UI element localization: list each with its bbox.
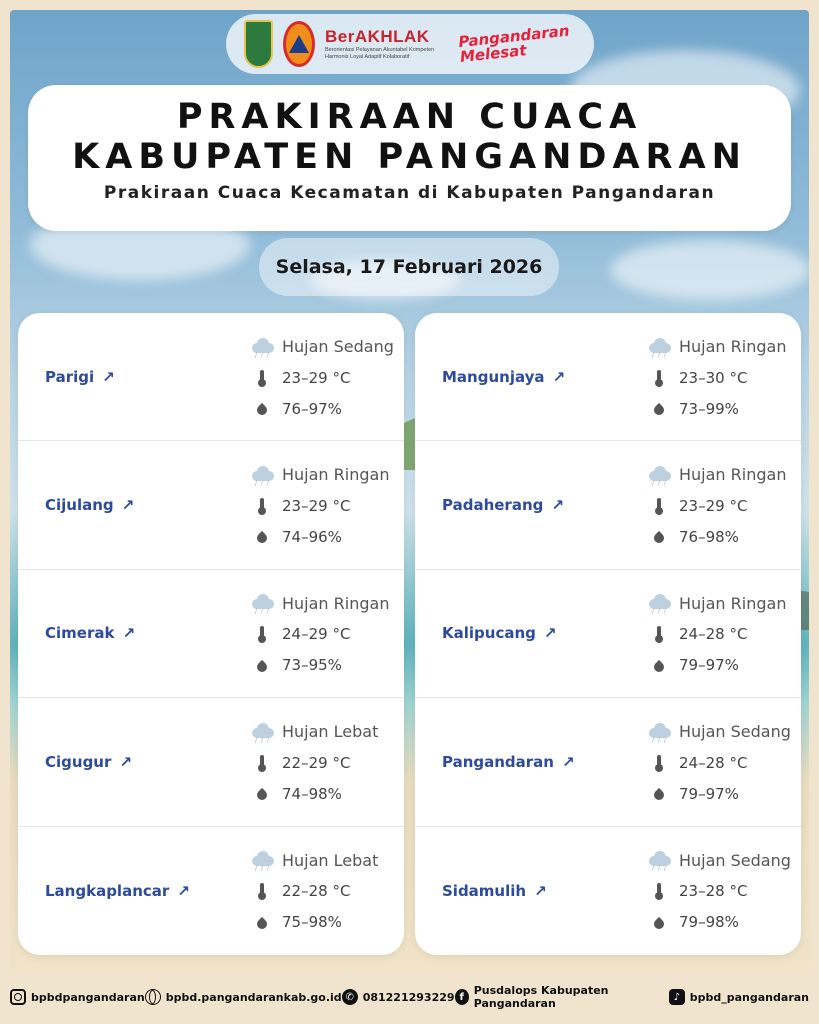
condition-text: Hujan Ringan <box>679 337 787 356</box>
location-name: Langkaplancar <box>45 881 170 900</box>
water-drop-icon <box>652 403 666 417</box>
forecast-info <box>248 331 404 424</box>
condition-text: Hujan Lebat <box>282 850 379 870</box>
temperature-text: 24–29 °C <box>282 625 351 644</box>
forecast-panel-left <box>18 313 404 955</box>
temperature-text: 23–29 °C <box>282 496 351 515</box>
forecast-row <box>18 570 404 698</box>
rain-cloud-icon: / / / <box>646 465 672 485</box>
humidity-text: 73–99% <box>679 399 739 418</box>
location-link[interactable] <box>45 753 132 771</box>
water-drop-icon <box>255 531 269 545</box>
temperature-line <box>645 876 801 907</box>
location-link[interactable] <box>45 368 115 386</box>
location-link[interactable] <box>442 624 556 642</box>
forecast-info <box>645 588 801 681</box>
humidity-line <box>645 778 801 809</box>
location-name: Sidamulih <box>442 881 527 900</box>
temperature-line <box>645 362 801 393</box>
temperature-line <box>248 490 404 521</box>
humidity-text: 79–97% <box>679 784 739 803</box>
forecast-info <box>645 331 801 424</box>
forecast-row <box>415 313 801 441</box>
rain-cloud-icon: / / / <box>249 593 275 613</box>
location-name: Parigi <box>45 367 95 386</box>
arrow-up-right-icon: ↗ <box>177 881 190 900</box>
water-drop-icon <box>255 403 269 417</box>
bpbd-logo <box>283 21 314 67</box>
thermometer-icon <box>258 883 266 899</box>
tiktok-handle: bpbd_pangandaran <box>689 990 809 1004</box>
condition-line <box>645 716 801 747</box>
arrow-up-right-icon: ↗ <box>121 496 135 515</box>
logo-bar <box>226 14 594 74</box>
arrow-up-right-icon: ↗ <box>551 496 564 515</box>
humidity-line <box>248 521 404 552</box>
condition-line <box>248 459 404 490</box>
thermometer-icon <box>258 498 266 514</box>
footer-tiktok[interactable] <box>669 989 809 1005</box>
footer-facebook[interactable] <box>455 984 669 1010</box>
humidity-text: 73–95% <box>282 656 342 675</box>
humidity-text: 79–98% <box>679 913 739 932</box>
humidity-line <box>248 778 404 809</box>
rain-cloud-icon: / / / <box>646 722 672 742</box>
temperature-line <box>645 619 801 650</box>
temperature-text: 22–28 °C <box>282 882 351 901</box>
forecast-row <box>18 313 404 441</box>
humidity-line <box>248 907 404 938</box>
forecast-row <box>415 698 801 826</box>
thermometer-icon <box>258 370 266 386</box>
condition-line <box>248 588 404 619</box>
pangandaran-melesat-logo: Pangandaran Melesat <box>457 21 571 67</box>
condition-line <box>645 845 801 876</box>
water-drop-icon <box>652 916 666 930</box>
humidity-line <box>645 907 801 938</box>
berakhlak-tagline: Berorientasi Pelayanan Akuntabel Kompeten Harmonis Loyal Adaptif Kolaboratif <box>324 47 435 60</box>
water-drop-icon <box>255 916 269 930</box>
temperature-line <box>248 362 404 393</box>
forecast-info <box>248 459 404 552</box>
rain-cloud-icon: / / / <box>249 850 275 870</box>
temperature-line <box>248 747 404 778</box>
forecast-date: Selasa, 17 Februari 2026 <box>259 238 559 296</box>
facebook-icon: f <box>455 989 469 1005</box>
temperature-text: 23–29 °C <box>679 496 748 515</box>
arrow-up-right-icon: ↗ <box>562 752 575 771</box>
forecast-info <box>645 845 801 938</box>
location-name: Mangunjaya <box>442 367 545 386</box>
humidity-line <box>645 393 801 424</box>
arrow-up-right-icon: ↗ <box>122 624 136 643</box>
location-link[interactable] <box>442 368 565 386</box>
location-name: Cigugur <box>45 752 112 771</box>
footer-whatsapp[interactable] <box>342 989 455 1005</box>
condition-line <box>645 331 801 362</box>
condition-text: Hujan Sedang <box>679 722 791 742</box>
location-name: Cijulang <box>45 496 114 515</box>
location-link[interactable] <box>45 882 190 900</box>
pangandaran-regency-logo <box>244 20 273 68</box>
condition-text: Hujan Ringan <box>679 593 787 613</box>
location-link[interactable] <box>442 496 564 514</box>
location-name: Padaherang <box>442 496 544 515</box>
humidity-text: 76–98% <box>679 527 739 546</box>
temperature-text: 22–29 °C <box>282 753 351 772</box>
condition-line <box>645 588 801 619</box>
water-drop-icon <box>255 788 269 802</box>
temperature-line <box>645 747 801 778</box>
arrow-up-right-icon: ↗ <box>534 881 547 900</box>
forecast-info <box>248 845 404 938</box>
temperature-text: 24–28 °C <box>679 625 748 644</box>
instagram-icon <box>10 989 26 1005</box>
thermometer-icon <box>655 755 663 771</box>
arrow-up-right-icon: ↗ <box>102 367 115 386</box>
condition-line <box>248 331 404 362</box>
condition-text: Hujan Lebat <box>282 722 379 742</box>
rain-cloud-icon: / / / <box>249 722 275 742</box>
forecast-row <box>415 570 801 698</box>
rain-cloud-icon: / / / <box>646 593 672 613</box>
thermometer-icon <box>655 498 663 514</box>
humidity-line <box>645 650 801 681</box>
facebook-page: Pusdalops Kabupaten Pangandaran <box>473 984 609 1010</box>
forecast-row <box>415 827 801 955</box>
rain-cloud-icon: / / / <box>249 465 275 485</box>
thermometer-icon <box>655 626 663 642</box>
website-url: bpbd.pangandarankab.go.id <box>165 990 342 1004</box>
humidity-text: 76–97% <box>282 399 342 418</box>
temperature-line <box>645 490 801 521</box>
forecast-row <box>415 441 801 569</box>
location-link[interactable] <box>442 753 575 771</box>
arrow-up-right-icon: ↗ <box>552 367 566 386</box>
temperature-text: 24–28 °C <box>679 753 748 772</box>
condition-text: Hujan Sedang <box>282 337 394 356</box>
humidity-text: 75–98% <box>282 913 342 932</box>
location-name: Kalipucang <box>442 624 536 643</box>
thermometer-icon <box>655 370 663 386</box>
page-subtitle: Prakiraan Cuaca Kecamatan di Kabupaten Pangandaran <box>103 183 716 203</box>
arrow-up-right-icon: ↗ <box>119 752 132 771</box>
forecast-info <box>645 716 801 809</box>
arrow-up-right-icon: ↗ <box>543 624 557 643</box>
humidity-text: 79–97% <box>679 656 739 675</box>
condition-text: Hujan Sedang <box>679 850 791 870</box>
temperature-text: 23–30 °C <box>679 368 748 387</box>
location-link[interactable] <box>45 624 135 642</box>
location-link[interactable] <box>442 882 547 900</box>
condition-line <box>645 459 801 490</box>
water-drop-icon <box>255 660 269 674</box>
page-title-line2: KABUPATEN PANGANDARAN <box>72 137 747 177</box>
water-drop-icon <box>652 531 666 545</box>
instagram-handle: bpbdpangandaran <box>31 990 145 1004</box>
rain-cloud-icon: / / / <box>646 850 672 870</box>
page-title-line1: PRAKIRAAN CUACA <box>176 97 643 137</box>
thermometer-icon <box>655 883 663 899</box>
condition-text: Hujan Ringan <box>679 465 787 485</box>
forecast-row <box>18 698 404 826</box>
berakhlak-logo <box>325 27 449 61</box>
temperature-line <box>248 619 404 650</box>
condition-text: Hujan Ringan <box>282 465 390 485</box>
condition-line <box>248 716 404 747</box>
whatsapp-icon: ✆ <box>342 989 358 1005</box>
humidity-line <box>645 521 801 552</box>
temperature-text: 23–28 °C <box>679 882 748 901</box>
thermometer-icon <box>258 755 266 771</box>
location-name: Pangandaran <box>442 752 554 771</box>
humidity-line <box>248 393 404 424</box>
whatsapp-number: 081221293229 <box>362 990 455 1004</box>
forecast-info <box>645 459 801 552</box>
title-card <box>28 85 791 231</box>
thermometer-icon <box>258 626 266 642</box>
rain-cloud-icon: / / / <box>249 337 275 357</box>
globe-icon <box>145 989 161 1005</box>
condition-line <box>248 845 404 876</box>
humidity-text: 74–98% <box>282 784 342 803</box>
humidity-line <box>248 650 404 681</box>
rain-cloud-icon: / / / <box>646 337 672 357</box>
temperature-text: 23–29 °C <box>282 368 351 387</box>
location-name: Cimerak <box>45 624 115 643</box>
berakhlak-text: BerAKHLAK <box>324 27 430 46</box>
footer-instagram[interactable] <box>10 989 145 1005</box>
forecast-info <box>248 716 404 809</box>
forecast-row <box>18 827 404 955</box>
footer <box>0 977 819 1017</box>
tiktok-icon: ♪ <box>669 989 685 1005</box>
condition-text: Hujan Ringan <box>282 593 390 613</box>
water-drop-icon <box>652 788 666 802</box>
forecast-info <box>248 588 404 681</box>
forecast-row <box>18 441 404 569</box>
humidity-text: 74–96% <box>282 527 342 546</box>
water-drop-icon <box>652 660 666 674</box>
forecast-panel-right <box>415 313 801 955</box>
footer-website[interactable] <box>145 989 342 1005</box>
location-link[interactable] <box>45 496 134 514</box>
temperature-line <box>248 876 404 907</box>
